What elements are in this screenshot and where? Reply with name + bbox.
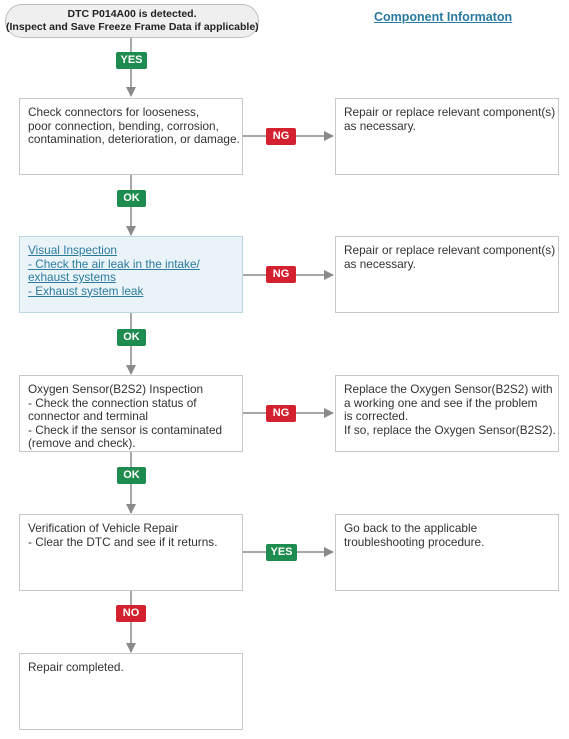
step-text: as necessary. bbox=[344, 256, 416, 271]
start-line-1: DTC P014A00 is detected. bbox=[67, 8, 197, 20]
step-replace-oxygen-sensor bbox=[335, 375, 559, 452]
ng-badge: NG bbox=[266, 128, 296, 145]
step-text: Repair or replace relevant component(s) bbox=[344, 105, 556, 119]
start-line-2: (Inspect and Save Freeze Frame Data if applicable) bbox=[6, 21, 259, 33]
step-visual-inspection bbox=[19, 236, 243, 313]
step-text: Verification of Vehicle Repair bbox=[28, 521, 179, 535]
yes-badge: YES bbox=[116, 52, 147, 69]
step-text: is corrected. bbox=[344, 409, 409, 423]
step-text: If so, replace the Oxygen Sensor(B2S2). bbox=[344, 422, 556, 437]
ok-badge: OK bbox=[117, 190, 146, 207]
start-node bbox=[5, 4, 259, 38]
step-text: Go back to the applicable bbox=[344, 521, 478, 535]
ng-badge: NG bbox=[266, 405, 296, 422]
step-text: Repair completed. bbox=[28, 660, 124, 674]
step-repair-replace-2 bbox=[335, 236, 559, 313]
step-text: poor connection, bending, corrosion, bbox=[28, 118, 219, 133]
ok-badge: OK bbox=[117, 467, 146, 484]
step-text: contamination, deterioration, or damage. bbox=[28, 132, 240, 146]
step-text: Check connectors for looseness, bbox=[28, 105, 200, 119]
step-text: Repair or replace relevant component(s) bbox=[344, 243, 556, 257]
step-verification bbox=[19, 514, 243, 591]
ng-badge: NG bbox=[266, 266, 296, 283]
exhaust-leak-link[interactable]: - Exhaust system leak bbox=[28, 283, 144, 298]
no-badge: NO bbox=[116, 605, 146, 622]
step-text: - Check if the sensor is contaminated bbox=[28, 422, 223, 437]
step-text: troubleshooting procedure. bbox=[344, 534, 485, 549]
ok-badge: OK bbox=[117, 329, 146, 346]
step-text: Replace the Oxygen Sensor(B2S2) with bbox=[344, 382, 553, 396]
step-go-back bbox=[335, 514, 559, 591]
step-text: connector and terminal bbox=[28, 409, 149, 423]
step-repair-completed bbox=[19, 653, 243, 730]
step-text: - Clear the DTC and see if it returns. bbox=[28, 534, 218, 549]
step-text: Oxygen Sensor(B2S2) Inspection bbox=[28, 382, 204, 396]
step-text: (remove and check). bbox=[28, 436, 136, 450]
visual-inspection-link[interactable]: Visual Inspection bbox=[28, 243, 117, 257]
step-text: - Check the connection status of bbox=[28, 395, 197, 410]
air-leak-check-link[interactable]: - Check the air leak in the intake/ bbox=[28, 256, 200, 271]
exhaust-systems-link[interactable]: exhaust systems bbox=[28, 270, 116, 284]
component-information-link[interactable]: Component Informaton bbox=[374, 10, 513, 24]
step-check-connectors bbox=[19, 98, 243, 175]
step-oxygen-sensor-inspection bbox=[19, 375, 243, 452]
step-text: as necessary. bbox=[344, 118, 416, 133]
yes-badge: YES bbox=[266, 544, 297, 561]
step-text: a working one and see if the problem bbox=[344, 395, 538, 410]
step-repair-replace-1 bbox=[335, 98, 559, 175]
